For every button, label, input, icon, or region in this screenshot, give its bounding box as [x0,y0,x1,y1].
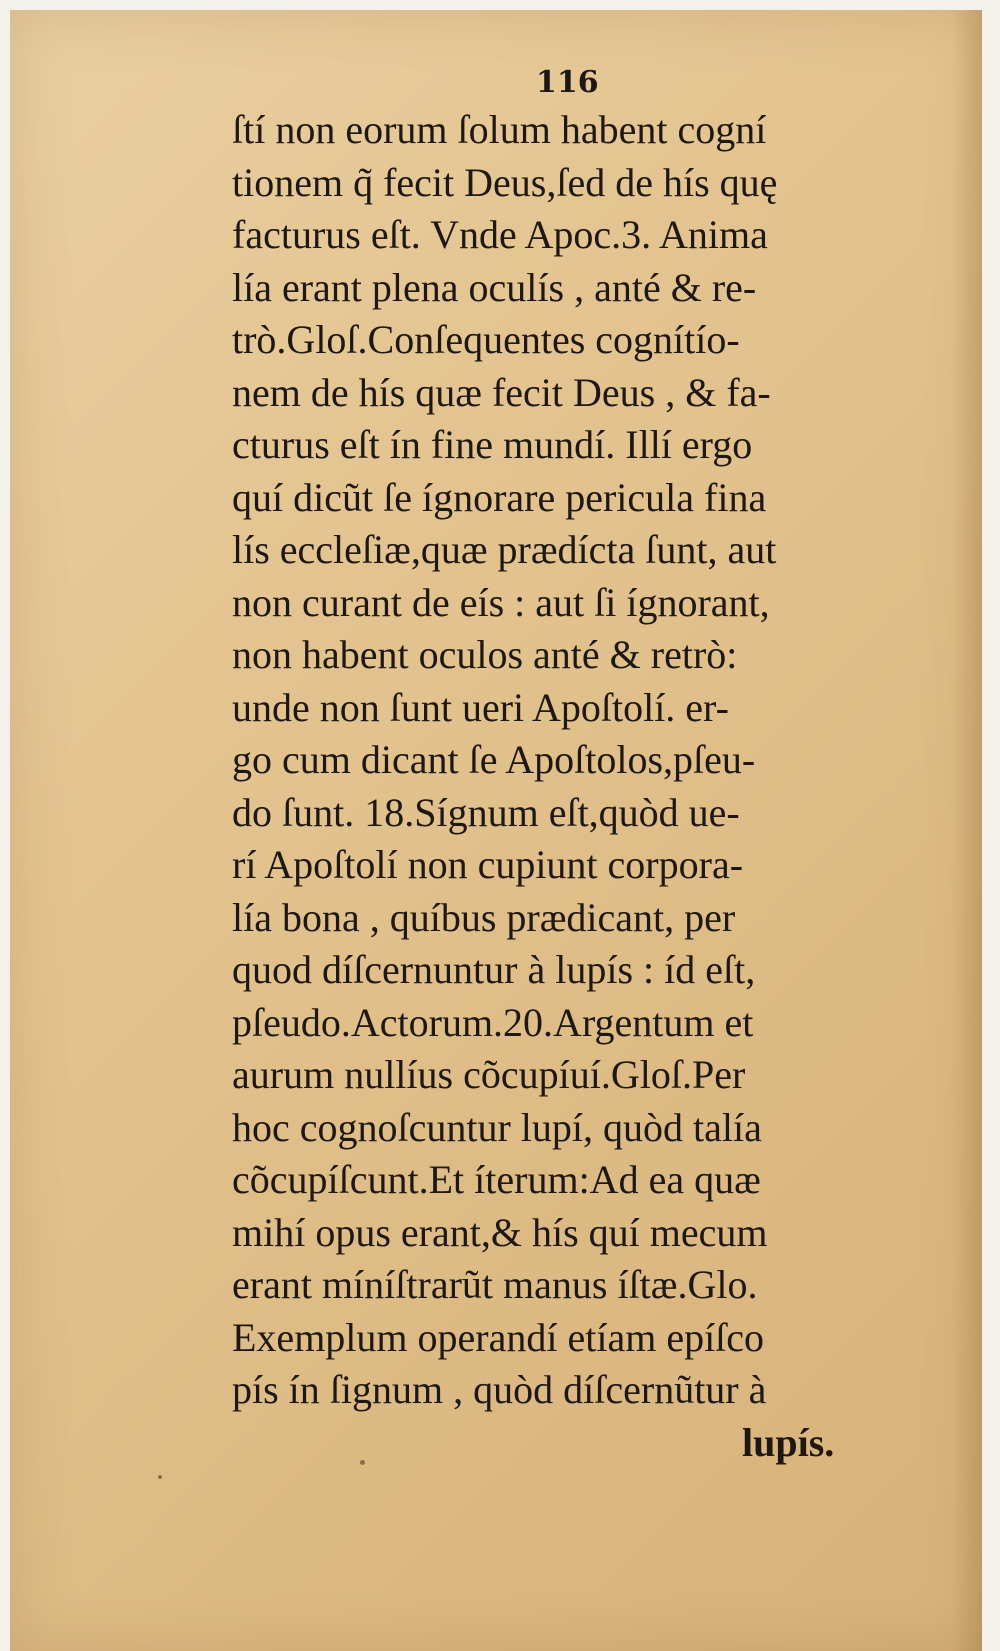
text-line: do ſunt. 18.Sígnum eſt,quòd ue- [232,789,740,835]
text-line: quí dicũt ſe ígnorare pericula fina [232,474,767,520]
text-line: erant míníſtrarũt manus íſtæ.Glo. [232,1262,758,1307]
text-line: quod díſcernuntur à lupís : íd eſt, [232,947,756,992]
text-line: ſtí non eorum ſolum habent cogní [232,107,767,152]
text-line: non habent oculos anté & retrò: [232,632,738,677]
text-line: mihí opus erant,& hís quí mecum [232,1209,768,1255]
text-line: aurum nullíus cõcupíuí.Gloſ.Per [232,1052,746,1097]
text-line: pís ín ſignum , quòd díſcernũtur à [232,1367,767,1412]
text-block [232,104,912,1469]
text-line: non curant de eís : aut ſi ígnorant, [232,579,770,625]
page-number: 116 [536,65,599,100]
text-line: facturus eſt. Vnde Apoc.3. Anima [232,212,768,257]
text-line: unde non ſunt ueri Apoſtolí. er- [232,684,729,730]
text-line: go cum dicant ſe Apoſtolos,pſeu- [232,737,756,782]
text-line: lís eccleſiæ,quæ prædícta ſunt, aut [232,527,777,572]
text-line: Exemplum operandí etíam epíſco [232,1314,765,1360]
text-line: nem de hís quæ fecit Deus , & fa- [232,369,771,415]
catchword: lupís. [742,1419,835,1465]
text-line: cõcupíſcunt.Et íterum:Ad ea quæ [232,1157,761,1202]
text-line: pſeudo.Actorum.20.Argentum et [232,999,754,1045]
text-line: trò.Gloſ.Conſequentes cognítío- [232,317,740,362]
paper-speck [360,1460,365,1465]
book-page [10,10,982,1651]
text-line: rí Apoſtolí non cupiunt corpora- [232,842,744,887]
text-line: lía erant plena oculís , anté & re- [232,264,757,310]
text-line: hoc cognoſcuntur lupí, quòd talía [232,1104,762,1150]
text-line: tionem q̃ fecit Deus,ſed de hís quę [232,159,778,205]
text-line: lía bona , quíbus prædicant, per [232,894,736,940]
page-edge-shadow [952,10,982,1651]
paper-speck [158,1475,162,1479]
text-line: cturus eſt ín fine mundí. Illí ergo [232,422,753,467]
